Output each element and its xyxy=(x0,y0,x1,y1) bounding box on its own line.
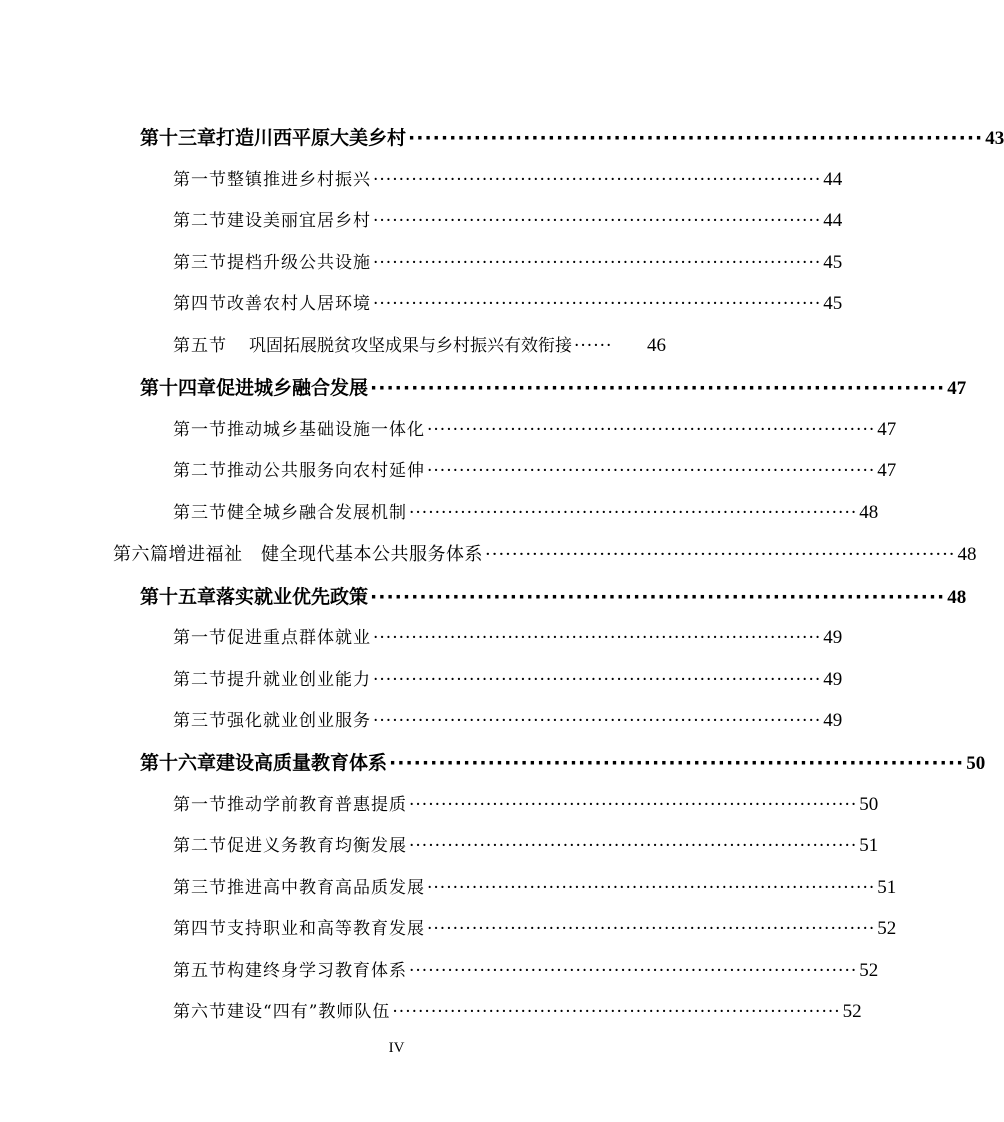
toc-entry-section[interactable] xyxy=(173,498,879,528)
entry-title: 改善农村人居环境 xyxy=(227,294,371,314)
leader-dots: ······································································ xyxy=(409,503,858,523)
leader-dots: ······································································ xyxy=(373,253,822,273)
leader-dots: ······································································ xyxy=(373,670,822,690)
leader-dots: ······································································ xyxy=(373,211,822,231)
toc-entry-chapter[interactable] xyxy=(140,748,986,778)
leader-dots: ······································································ xyxy=(373,628,822,648)
toc-entry-section[interactable] xyxy=(173,956,879,986)
entry-page: 49 xyxy=(823,627,843,648)
leader-dots: ······································································ xyxy=(427,420,876,440)
entry-label: 第三节 xyxy=(173,711,227,731)
entry-title: 提档升级公共设施 xyxy=(227,253,371,273)
entry-label: 第二节 xyxy=(173,211,227,231)
entry-page: 47 xyxy=(877,419,897,440)
entry-page: 45 xyxy=(823,293,843,314)
entry-page: 47 xyxy=(877,460,897,481)
entry-title: 促进城乡融合发展 xyxy=(216,377,369,399)
leader-dots: ······································································ xyxy=(370,377,946,399)
entry-label: 第四节 xyxy=(173,294,227,314)
toc-entry-section[interactable] xyxy=(173,331,666,361)
entry-page: 50 xyxy=(966,753,986,774)
toc-entry-chapter[interactable] xyxy=(140,582,967,612)
entry-title: 整镇推进乡村振兴 xyxy=(227,170,371,190)
entry-title: 健全城乡融合发展机制 xyxy=(227,503,407,523)
entry-label: 第六篇 xyxy=(113,544,169,565)
entry-label: 第十三章 xyxy=(140,127,217,149)
entry-label: 第五节 xyxy=(173,336,227,356)
leader-dots: ······································································ xyxy=(408,127,984,149)
leader-dots: ······································································ xyxy=(427,919,876,939)
toc-entry-section[interactable] xyxy=(173,248,843,278)
leader-dots: ······································································ xyxy=(373,170,822,190)
entry-title: 推进高中教育高品质发展 xyxy=(227,878,425,898)
leader-dots: ······································································ xyxy=(485,544,956,565)
entry-label: 第五节 xyxy=(173,961,227,981)
entry-page: 48 xyxy=(947,587,967,608)
entry-title: 建设美丽宜居乡村 xyxy=(227,211,371,231)
toc-entry-part[interactable] xyxy=(113,540,977,570)
toc-entry-section[interactable] xyxy=(173,997,862,1027)
entry-title: 强化就业创业服务 xyxy=(227,711,371,731)
entry-page: 45 xyxy=(823,252,843,273)
page-number: IV xyxy=(388,1040,405,1056)
entry-label: 第二节 xyxy=(173,670,227,690)
entry-label: 第十六章 xyxy=(140,752,217,774)
leader-dots: ······································································ xyxy=(373,711,822,731)
entry-page: 51 xyxy=(859,835,879,856)
leader-dots: ······································································ xyxy=(392,1002,841,1022)
entry-page: 44 xyxy=(823,210,843,231)
entry-label: 第十四章 xyxy=(140,377,217,399)
toc-entry-section[interactable] xyxy=(173,289,843,319)
entry-label: 第十五章 xyxy=(140,586,217,608)
entry-page: 52 xyxy=(859,960,879,981)
entry-title: 促进重点群体就业 xyxy=(227,628,371,648)
entry-title: 推动学前教育普惠提质 xyxy=(227,795,407,815)
toc-entry-section[interactable] xyxy=(173,831,879,861)
entry-title: 建设“四有”教师队伍 xyxy=(227,1002,391,1022)
entry-page: 48 xyxy=(859,502,879,523)
toc-entry-section[interactable] xyxy=(173,706,843,736)
entry-page: 52 xyxy=(877,918,897,939)
toc-entry-section[interactable] xyxy=(173,914,897,944)
entry-label: 第一节 xyxy=(173,795,227,815)
leader-dots: ······ xyxy=(574,336,613,356)
entry-label: 第一节 xyxy=(173,628,227,648)
leader-dots: ······································································ xyxy=(370,586,946,608)
entry-label: 第三节 xyxy=(173,503,227,523)
entry-page: 50 xyxy=(859,794,879,815)
entry-title: 推动城乡基础设施一体化 xyxy=(227,420,425,440)
entry-page: 48 xyxy=(957,544,977,565)
entry-label: 第三节 xyxy=(173,878,227,898)
entry-title: 落实就业优先政策 xyxy=(216,586,369,608)
entry-label: 第一节 xyxy=(173,170,227,190)
entry-title: 巩固拓展脱贫攻坚成果与乡村振兴有效衔接 xyxy=(249,336,572,356)
entry-title: 建设高质量教育体系 xyxy=(216,752,388,774)
entry-title: 增进福祉 健全现代基本公共服务体系 xyxy=(168,544,483,565)
entry-title: 提升就业创业能力 xyxy=(227,670,371,690)
leader-dots: ······································································ xyxy=(409,961,858,981)
leader-dots: ······································································ xyxy=(373,294,822,314)
entry-title: 打造川西平原大美乡村 xyxy=(216,127,407,149)
entry-page: 43 xyxy=(985,128,1004,149)
leader-dots: ······································································ xyxy=(409,836,858,856)
toc-entry-section[interactable] xyxy=(173,456,897,486)
leader-dots: ······································································ xyxy=(409,795,858,815)
toc-entry-section[interactable] xyxy=(173,165,843,195)
entry-label: 第三节 xyxy=(173,253,227,273)
toc-entry-chapter[interactable] xyxy=(140,373,967,403)
entry-label: 第二节 xyxy=(173,836,227,856)
toc-entry-chapter[interactable] xyxy=(140,123,1004,153)
leader-dots: ······································································ xyxy=(389,752,965,774)
toc-entry-section[interactable] xyxy=(173,206,843,236)
entry-page: 46 xyxy=(647,335,666,356)
leader-dots: ······································································ xyxy=(427,878,876,898)
entry-page: 44 xyxy=(823,169,843,190)
leader-dots: ······································································ xyxy=(427,461,876,481)
entry-label: 第二节 xyxy=(173,461,227,481)
entry-page: 51 xyxy=(877,877,897,898)
toc-entry-section[interactable] xyxy=(173,415,897,445)
entry-page: 52 xyxy=(842,1001,862,1022)
entry-title: 构建终身学习教育体系 xyxy=(227,961,407,981)
entry-title: 促进义务教育均衡发展 xyxy=(227,836,407,856)
entry-label: 第四节 xyxy=(173,919,227,939)
toc-entry-section[interactable] xyxy=(173,665,843,695)
toc-entry-section[interactable] xyxy=(173,790,879,820)
entry-label: 第六节 xyxy=(173,1002,227,1022)
entry-label: 第一节 xyxy=(173,420,227,440)
entry-page: 49 xyxy=(823,710,843,731)
entry-title: 推动公共服务向农村延伸 xyxy=(227,461,425,481)
toc-entry-section[interactable] xyxy=(173,873,897,903)
entry-title: 支持职业和高等教育发展 xyxy=(227,919,425,939)
toc-entry-section[interactable] xyxy=(173,623,843,653)
entry-page: 47 xyxy=(947,378,967,399)
entry-page: 49 xyxy=(823,669,843,690)
